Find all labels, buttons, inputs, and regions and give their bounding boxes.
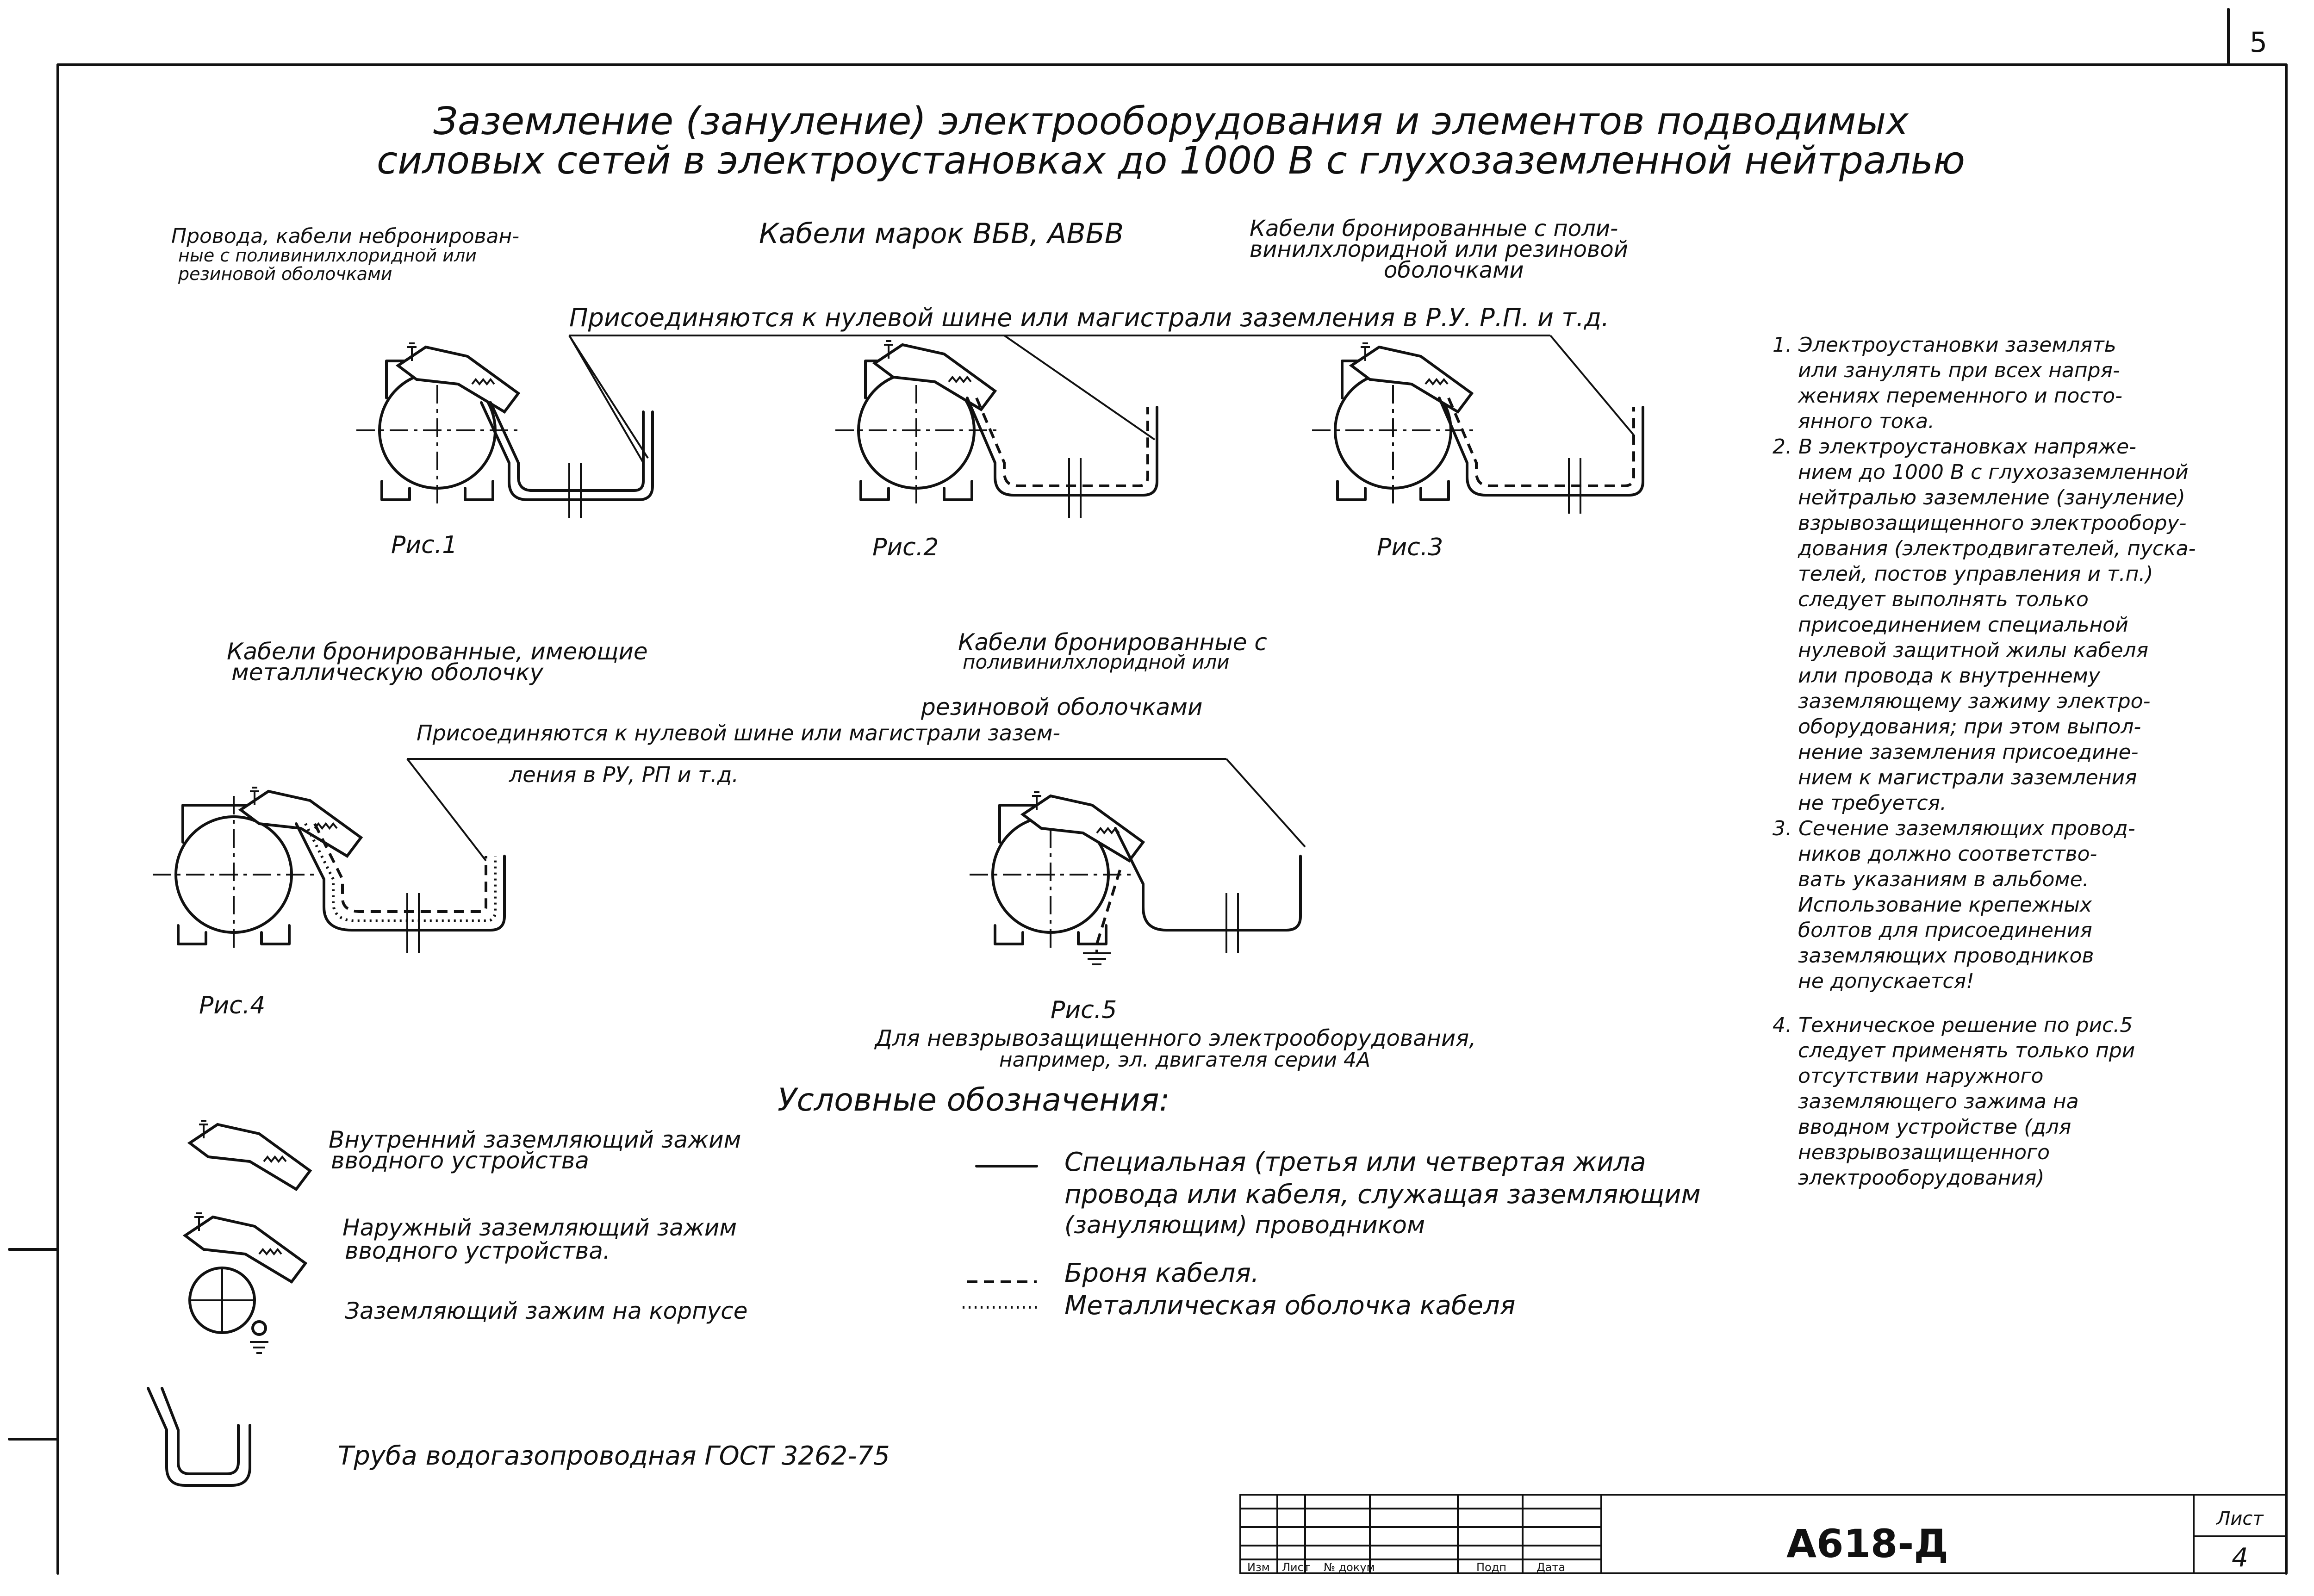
fig2-label: Рис.2 [872,534,939,561]
legend-armor [967,1258,1259,1288]
connect-note-mid-2: ления в РУ, РП и т.д. [509,762,739,787]
header-metal-sheath-1: Кабели бронированные, имеющие [227,638,648,665]
fig4-label: Рис.4 [199,992,266,1019]
fig5-caption-1: Для невзрывозащищенного электрооборудования, [875,1025,1476,1051]
legend-internal-clamp [190,1121,741,1189]
note-line: 1. Электроустановки заземлять [1773,333,2116,357]
svg-text:Металлическая оболочка кабеля: Металлическая оболочка кабеля [1064,1291,1516,1321]
title-line-1: Заземление (зануление) электрооборудования и элементов подводимых [433,99,1909,143]
note-line: или занулять при всех напря- [1798,359,2120,382]
header-armored-pvc-3: оболочками [1384,257,1524,283]
header-unarmored-1: Провода, кабели небронирован- [171,224,520,248]
svg-text:вводного устройства.: вводного устройства. [345,1237,610,1264]
fig5-caption-2: например, эл. двигателя серии 4А [999,1048,1371,1072]
note-line: болтов для присоединения [1798,919,2092,942]
note-line: нение заземления присоедине- [1798,740,2139,764]
note-line: нием к магистрали заземления [1798,766,2137,789]
connect-note-top: Присоединяются к нулевой шине или магистрали заземления в Р.У. Р.П. и т.д. [569,303,1610,332]
note-line: вводном устройстве (для [1798,1115,2071,1139]
tb-col-doc: № докум [1324,1561,1375,1574]
legend-housing-clamp [190,1268,748,1353]
page-number: 5 [2249,26,2268,59]
drawing-code: А618-Д [1786,1521,1949,1566]
note-line: нейтралью заземление (зануление) [1798,486,2185,509]
mid-headers [227,629,1267,720]
page-title [377,99,1965,183]
svg-text:Броня кабеля.: Броня кабеля. [1064,1258,1259,1288]
note-line: Использование крепежных [1798,893,2092,917]
header-armored-2-2: поливинилхлоридной или [963,651,1230,673]
svg-text:Наружный заземляющий зажим: Наружный заземляющий зажим [342,1214,737,1241]
note-line: взрывозащищенного электрообору- [1798,511,2187,535]
note-line: вать указаниям в альбоме. [1798,868,2089,891]
header-armored-2-3: резиновой оболочками [921,694,1203,720]
note-line: нием до 1000 В с глухозаземленной [1798,460,2189,484]
top-headers [171,216,1628,284]
legend-water-pipe [148,1388,890,1485]
note-line: 3. Сечение заземляющих провод- [1773,817,2135,840]
legend-external-clamp [185,1213,737,1282]
note-line: оборудования; при этом выпол- [1798,715,2141,739]
svg-text:(зануляющим) проводником: (зануляющим) проводником [1064,1211,1425,1239]
header-armored-2-1: Кабели бронированные с [958,629,1267,656]
note-line: заземляющему зажиму электро- [1798,689,2151,713]
sheet-number: 4 [2232,1543,2248,1573]
tb-col-sign: Подп [1476,1561,1507,1574]
legend-metal-sheath [963,1291,1515,1321]
svg-text:Труба водогазопроводная ГОСТ 3: Труба водогазопроводная ГОСТ 3262-75 [338,1441,890,1471]
svg-text:Внутренний заземляющий зажим: Внутренний заземляющий зажим [329,1126,741,1153]
note-line: или провода к внутреннему [1798,664,2100,688]
svg-text:Специальная (третья или четвер: Специальная (третья или четвертая жила [1064,1147,1646,1177]
note-line: нулевой защитной жилы кабеля [1798,639,2149,662]
fig3-label: Рис.3 [1377,534,1443,561]
note-line: следует выполнять только [1798,588,2089,611]
note-line: дования (электродвигателей, пуска- [1798,537,2196,560]
title-block [1240,1495,2286,1574]
sheet-label: Лист [2216,1508,2264,1529]
figure-2 [835,341,1157,561]
tb-col-list: Лист [1282,1561,1310,1574]
note-line: отсутствии наружного [1798,1064,2044,1088]
note-line: янного тока. [1798,410,1935,433]
fig1-label: Рис.1 [391,531,458,559]
header-vbv: Кабели марок ВБВ, АВБВ [759,217,1124,250]
note-line: жениях переменного и посто- [1798,384,2123,408]
note-line: заземляющих проводников [1798,944,2094,968]
note-line: не допускается! [1798,969,1974,993]
figure-4 [153,788,504,1019]
header-metal-sheath-2: металлическую оболочку [231,659,544,686]
note-line: присоединением специальной [1798,613,2128,637]
tb-col-date: Дата [1536,1561,1566,1574]
svg-text:вводного устройства: вводного устройства [331,1147,589,1174]
notes-block [1773,333,2196,1190]
note-line: невзрывозащищенного [1798,1141,2050,1164]
header-unarmored-3: резиновой оболочками [178,264,392,284]
note-line: телей, постов управления и т.п.) [1798,562,2153,586]
note-line: ников должно соответство- [1798,842,2097,866]
note-line: не требуется. [1798,791,1947,815]
svg-text:Заземляющий зажим на корпусе: Заземляющий зажим на корпусе [345,1298,748,1324]
legend-title: Условные обозначения: [778,1082,1170,1118]
svg-text:провода или кабеля, служащая з: провода или кабеля, служащая заземляющим [1064,1180,1701,1210]
title-line-2: силовых сетей в электроустановках до 1000 В с глухозаземленной нейтралью [376,139,1966,183]
header-unarmored-2: ные с поливинилхлоридной или [178,245,477,266]
connect-note-mid-1: Присоединяются к нулевой шине или магистрали зазем- [417,720,1061,745]
note-line: заземляющего зажима на [1798,1090,2079,1113]
figure-5 [874,792,1476,1072]
figure-3 [1312,343,1643,561]
note-line: 4. Техническое решение по рис.5 [1773,1013,2133,1037]
header-armored-pvc-2: винилхлоридной или резиновой [1250,236,1628,262]
fig5-label: Рис.5 [1051,996,1117,1024]
header-armored-pvc-1: Кабели бронированные с поли- [1250,216,1618,242]
figure-1 [356,343,653,559]
legend-special-conductor [977,1147,1701,1239]
note-line: 2. В электроустановках напряже- [1773,435,2137,459]
tb-col-izm: Изм [1247,1561,1270,1574]
note-line: электрооборудования) [1798,1166,2045,1190]
note-line: следует применять только при [1798,1039,2135,1062]
